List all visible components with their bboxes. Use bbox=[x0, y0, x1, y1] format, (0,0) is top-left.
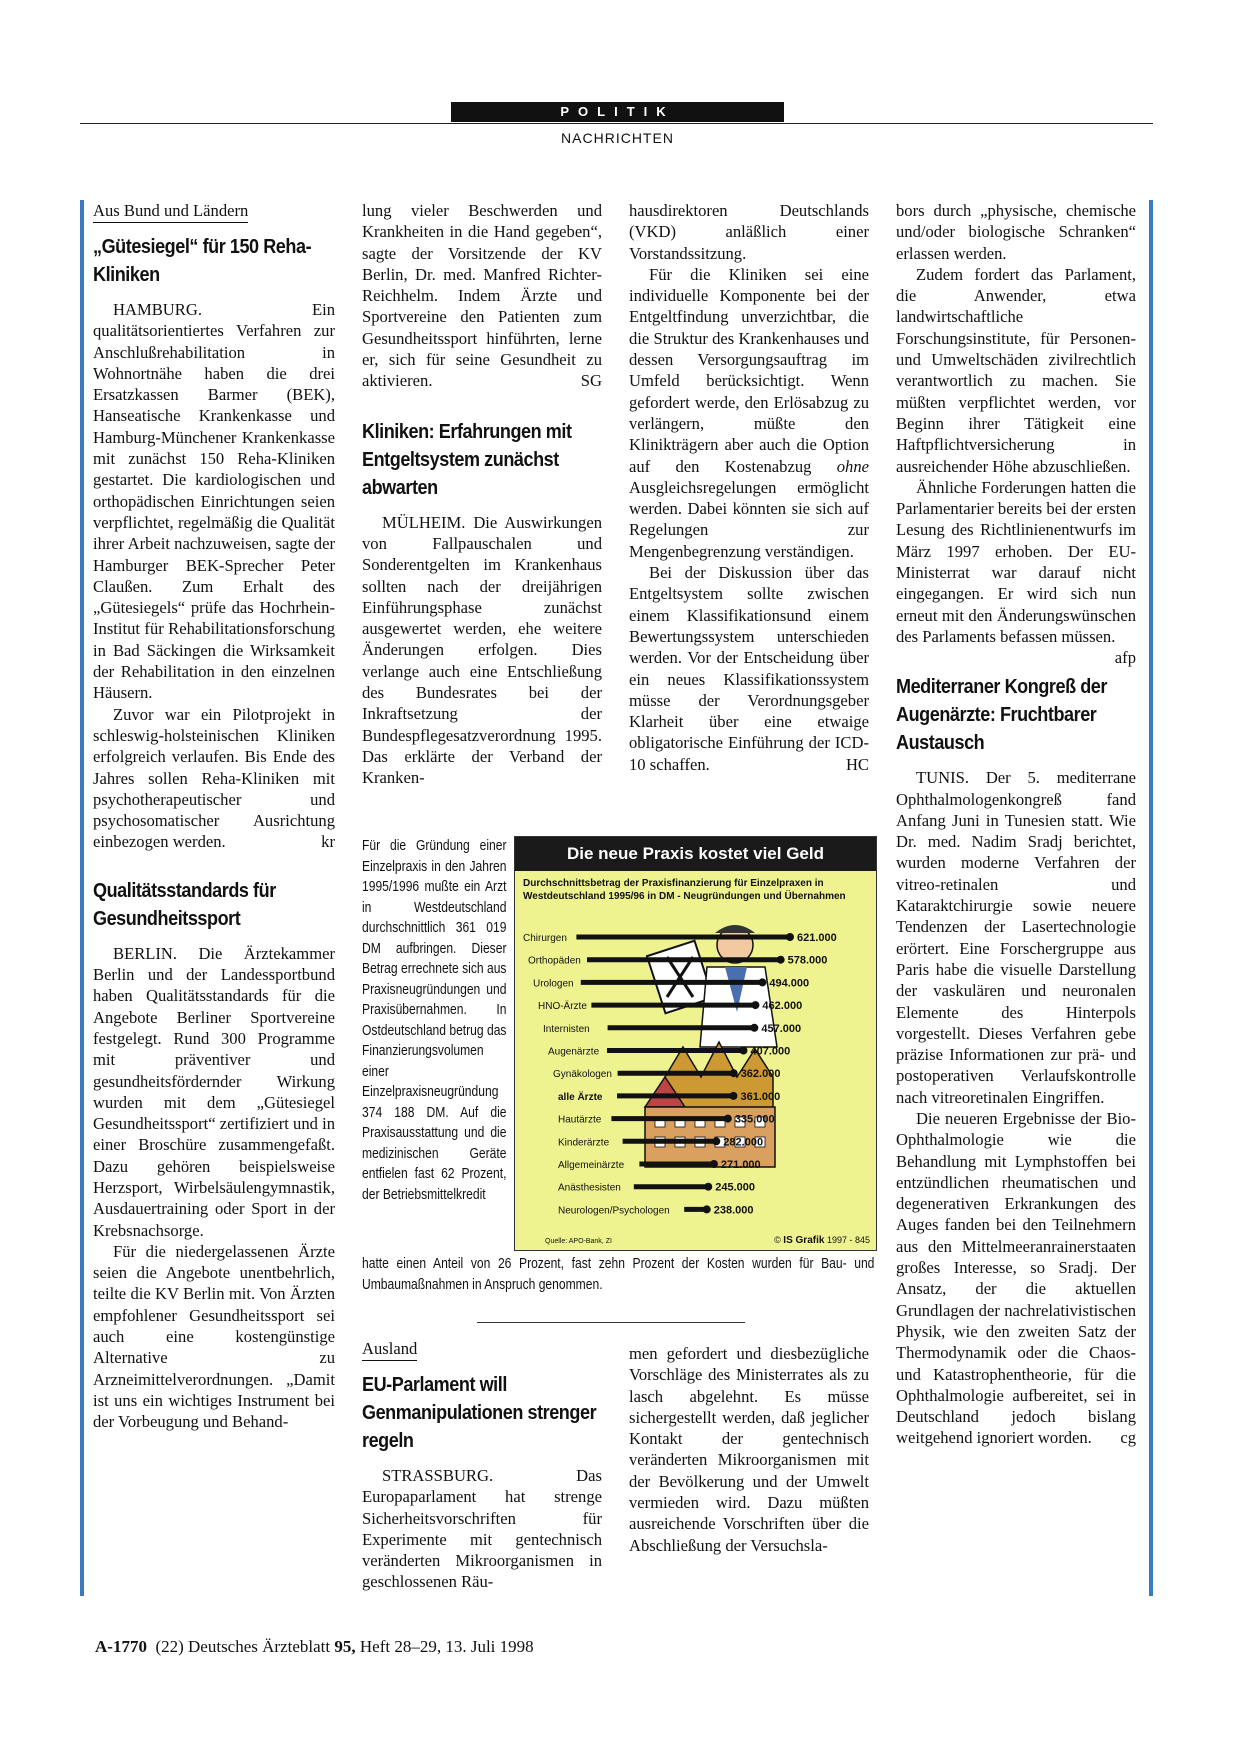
paragraph: bors durch „physische, chemische und/oder biologische Schranken“ erlassen werden. bbox=[896, 201, 1136, 263]
article-eu-cont bbox=[629, 1343, 869, 1556]
paragraph: lung vieler Beschwerden und Krankheiten in die Hand gegeben“, sagte der Vorsitzende der KV Berlin, Dr. med. Manfred Richter-Reichhelm. Indem Ärzte und Sportvereine den Patienten zum Gesundheitssport hinführten, lerne er, sich für seine Gesundheit zu aktivieren. SG bbox=[362, 201, 602, 391]
column-marker-right bbox=[1149, 200, 1153, 1596]
credit-code: 1997 - 845 bbox=[826, 1235, 870, 1245]
journal-volume: 95, bbox=[334, 1637, 356, 1656]
author-sign: HC bbox=[845, 754, 869, 774]
headline: EU-Parlament will Genmanipulationen strenger regeln bbox=[362, 1373, 597, 1452]
category-label: Urologen bbox=[533, 978, 574, 990]
category-label: alle Ärzte bbox=[558, 1091, 603, 1103]
paragraph: HAMBURG. Ein qualitätsorientiertes Verfahren zur Anschlußrehabilitation in Wohnortnähe haben die drei Ersatzkassen Barmer (BEK), Hanseatische Krankenkasse und Hamburg-Münchener Krankenkasse mit zunächst 150 Reha-Kliniken gestartet. Die kardiologischen und orthopädischen Einrichtungen seien verpflichtet, regelmäßig die Qualität ihrer Arbeit nachzuweisen, sagte der Hamburger BEK-Sprecher Peter Claußen. Zum Erhalt des „Gütesiegels“ prüfe das Hochrhein-Institut für Rehabilitationsforschung in Bad Säckingen die Wirksamkeit der Rehabilitation in den einzelnen Häusern. bbox=[93, 300, 335, 703]
value-label: 362.000 bbox=[740, 1068, 781, 1081]
value-label: 462.000 bbox=[762, 1000, 803, 1013]
category-label: Hautärzte bbox=[558, 1114, 602, 1126]
headline: Qualitätsstandards für Gesundheitssport bbox=[93, 878, 276, 930]
category-label: Chirurgen bbox=[523, 933, 567, 944]
article-eu-cont2 bbox=[896, 200, 1136, 1449]
infographic-chart bbox=[514, 836, 877, 1251]
author-sign: SG bbox=[580, 371, 602, 391]
value-label: 457.000 bbox=[761, 1022, 802, 1035]
bar-tip bbox=[750, 1024, 758, 1032]
subsection-label: NACHRICHTEN bbox=[561, 130, 674, 146]
article-qualitaet-cont bbox=[362, 200, 602, 789]
section-divider bbox=[477, 1322, 745, 1323]
journal-issue-pre: (22) Deutsches Ärzteblatt bbox=[155, 1637, 335, 1656]
category-label: Gynäkologen bbox=[553, 1069, 612, 1081]
category-label: Orthopäden bbox=[528, 955, 581, 967]
value-label: 282.000 bbox=[723, 1136, 764, 1149]
chart-title: Die neue Praxis kostet viel Geld bbox=[515, 837, 876, 871]
value-label: 238.000 bbox=[713, 1204, 754, 1217]
paragraph: men gefordert und diesbezügliche Vorschläge des Ministerrates als zu lasch abgelehnt. Es müsse sichergestellt werden, daß jeglicher Kontakt der gentechnisch veränderten Mikroorganismen mit der Bevölkerung und der Umwelt vermieden wird. Dazu müßten ausreichende Vorschriften über die Abschließung der Versuchsla- bbox=[629, 1344, 869, 1555]
value-label: 271.000 bbox=[720, 1159, 761, 1171]
column-marker-left bbox=[80, 200, 84, 1596]
headline: Mediterraner Kongreß der Augenärzte: Fruchtbarer Austausch bbox=[896, 675, 1107, 755]
bar-tip bbox=[703, 1205, 711, 1213]
article-guetesiegel bbox=[93, 200, 335, 1433]
category-label: Kinderärzte bbox=[558, 1137, 610, 1149]
value-label: 335.000 bbox=[734, 1113, 775, 1126]
paragraph: Die neueren Ergebnisse der Bio-Ophthalmologie wie die Behandlung mit Lymphstoffen bei entzündlichen rheumatischen und degenerativen Erkrankungen des Auges fanden bei den Teilnehmern aus den Mittelmeeranrainerstaaten großes Interesse, so Sradj. Der Ansatz, der die aktuellen Grundlagen der nachrelativistischen Physik, wie den zweiten Satz der Thermodynamik oder die Chaos- und Katastrophentheorie, für die Ophthalmologie aufbereitet, sei in Deutschland jedoch bislang weitgehend ignoriert worden. cg bbox=[896, 1108, 1136, 1448]
article-eu bbox=[362, 1338, 602, 1593]
chart-subtitle: Durchschnittsbetrag der Praxisfinanzierung für Einzelpraxen in Westdeutschland 1995/96 in DM - Neugründungen und Übernahmen bbox=[523, 878, 846, 902]
bar-tip bbox=[704, 1183, 712, 1191]
figure-caption: Für die Gründung einer Einzelpraxis in den Jahren 1995/1996 mußte ein Arzt in Westdeutschland durchschnittlich 361 019 DM aufbringen. Dieser Betrag errechnete sich aus Praxisneugründungen und Praxisübernahmen. In Ostdeutschland betrug das Finanzierungsvolumen einer Einzelpraxisneugründung 374 188 DM. Auf die Praxisausstattung und die medizinischen Geräte entfielen fast 62 Prozent, der Betriebsmittelkredit bbox=[362, 838, 507, 1203]
value-label: 578.000 bbox=[787, 954, 828, 967]
category-label: Internisten bbox=[543, 1023, 590, 1035]
bar-tip bbox=[739, 1047, 747, 1055]
page-number: A-1770 bbox=[95, 1637, 147, 1656]
category-label: Neurologen/Psychologen bbox=[558, 1205, 670, 1217]
paragraph: Ähnliche Forderungen hatten die Parlamentarier bereits bei der ersten Lesung des Richtlinienentwurfs im März 1997 erhoben. Der EU-Ministerrat war darauf nicht eingegangen. Er wird sich nun erneut mit den Änderungswünschen des Parlaments befassen müssen. afp bbox=[896, 477, 1136, 668]
bar-tip bbox=[777, 956, 785, 964]
value-label: 407.000 bbox=[750, 1045, 791, 1058]
headline: Kliniken: Erfahrungen mit Entgeltsystem zunächst abwarten bbox=[362, 419, 572, 499]
bar-tip bbox=[729, 1092, 737, 1100]
paragraph: hausdirektoren Deutschlands (VKD) anläßlich einer Vorstandssitzung. bbox=[629, 201, 869, 263]
bar-tip bbox=[786, 933, 794, 941]
figure-caption-continued: hatte einen Anteil von 26 Prozent, fast zehn Prozent der Kosten wurden für Bau- und Umbaumaßnahmen in Anspruch genommen. bbox=[362, 1256, 875, 1293]
section-label: POLITIK bbox=[451, 102, 784, 122]
bar-tip bbox=[724, 1115, 732, 1123]
category-label: HNO-Ärzte bbox=[538, 1001, 587, 1013]
category-label: Augenärzte bbox=[548, 1046, 600, 1058]
value-label: 494.000 bbox=[769, 977, 810, 990]
header-rule bbox=[80, 123, 1153, 124]
paragraph: Zuvor war ein Pilotprojekt in schleswig-holsteinischen Kliniken erfolgreich verlaufen. Bis Ende des Jahres sollen Reha-Kliniken mit psychotherapeutischer und psychosomatischer Ausrichtung einbezogen werden. kr bbox=[93, 704, 335, 852]
paragraph: Für die Kliniken sei eine individuelle Komponente bei der Entgeltfindung unverzichtbar, die die Struktur des Krankenhauses und dessen Versorgungsauftrag im Umfeld berücksichtigt. Wenn gefordert werde, den Erlösabzug zu verlängern, müßte den Klinikträgern aber auch die Option auf den Kostenabzug ohne Ausgleichsregelungen ermöglicht werden. Dabei könnten sie sich auf Regelungen zur Mengenbegrenzung verständigen. bbox=[629, 264, 869, 561]
page-footer bbox=[95, 1637, 534, 1657]
chart-credit: © IS Grafik 1997 - 845 bbox=[774, 1235, 870, 1246]
article-kliniken-cont bbox=[629, 200, 869, 775]
chart-source: Quelle: APO-Bank, ZI bbox=[545, 1238, 612, 1245]
category-label: Allgemeinärzte bbox=[558, 1160, 625, 1171]
author-sign: cg bbox=[1120, 1428, 1136, 1448]
credit-brand: IS Grafik bbox=[783, 1235, 825, 1246]
kicker: Aus Bund und Ländern bbox=[93, 200, 248, 223]
value-label: 621.000 bbox=[797, 932, 837, 944]
bar-tip bbox=[712, 1137, 720, 1145]
paragraph: TUNIS. Der 5. mediterrane Ophthalmologenkongreß fand Anfang Juni in Tunesien statt. Wie Dr. med. Nadim Sradj berichtet, wurden moderne Verfahren der vitreo-retinalen und Kataraktchirurgie sowie neuere Tendenzen der Lasertechnologie erörtert. Eine Forschergruppe aus Paris habe die visuelle Darstellung der vaskulären und neuronalen Elemente des Hinterpols vorgestellt. Dieses Verfahren gebe präzise Informationen zur prä- und postoperativen Verlaufskontrolle nach vitreoretinalen Eingriffen. bbox=[896, 768, 1136, 1107]
paragraph: BERLIN. Die Ärztekammer Berlin und der Landessportbund haben Qualitätsstandards für die Angebote Berliner Sportvereine festgelegt. Rund 300 Programme mit präventiver und gesundheitsfördernder Wirkung wurden mit dem „Gütesiegel Gesundheitssport“ zertifiziert und in einer Broschüre zusammengefaßt. Dazu gehören beispielsweise Herzsport, Wirbelsäulengymnastik, Ausdauertraining oder Sport in der Krebsnachsorge. bbox=[93, 943, 335, 1240]
value-label: 245.000 bbox=[715, 1181, 756, 1194]
paragraph: STRASSBURG. Das Europaparlament hat strenge Sicherheitsvorschriften für Experimente mit gentechnisch veränderten Mikroorganismen in geschlossenen Räu- bbox=[362, 1466, 602, 1592]
paragraph: Für die niedergelassenen Ärzte seien die Angebote unentbehrlich, teilte die KV Berlin mit. Von Ärzten empfohlener Gesundheitssport sei auch eine kostengünstige Alternative zu Arzneimittelverordnungen. „Damit ist uns ein wichtiges Instrument bei der Vorbeugung und Behand- bbox=[93, 1241, 335, 1432]
bar-tip bbox=[751, 1001, 759, 1009]
journal-issue-post: Heft 28–29, 13. Juli 1998 bbox=[355, 1637, 534, 1656]
chart-svg bbox=[515, 837, 876, 1250]
paragraph: Bei der Diskussion über das Entgeltsystem sollte zwischen einem Klassifikationsund einem Bewertungssystem unterschieden werden. Vor der Entscheidung über ein neues Klassifikationssystem müsse der Verordnungsgeber Klarheit über eine etwaige obligatorische Einführung der ICD-10 schaffen. HC bbox=[629, 563, 869, 774]
headline: „Gütesiegel“ für 150 Reha-Kliniken bbox=[93, 235, 312, 286]
bar-tip bbox=[710, 1160, 718, 1168]
value-label: 361.000 bbox=[740, 1090, 781, 1103]
kicker: Ausland bbox=[362, 1338, 417, 1361]
bar-tip bbox=[730, 1069, 738, 1077]
category-label: Anästhesisten bbox=[558, 1182, 621, 1194]
author-sign: afp bbox=[1114, 648, 1136, 668]
paragraph: MÜLHEIM. Die Auswirkungen von Fallpauschalen und Sonderentgelten im Krankenhaus sollten nach der dreijährigen Einführungsphase zunächst ausgewertet werden, ehe weitere Änderungen erfolgen. Dies verlange auch eine Entschließung des Bundesrates bei der Inkraftsetzung der Bundespflegesatzverordnung 1995. Das erklärte der Verband der Kranken- bbox=[362, 512, 602, 788]
author-sign: kr bbox=[321, 832, 335, 852]
paragraph: Zudem fordert das Parlament, die Anwender, etwa landwirtschaftliche Forschungsinstitute, für Personen- und Umweltschäden zivilrechtlich verantwortlich zu machen. Sie müßten verpflichtet werden, vor Beginn ihrer Tätigkeit eine Haftpflichtversicherung in ausreichender Höhe abzuschließen. bbox=[896, 264, 1136, 476]
bar-tip bbox=[758, 978, 766, 986]
